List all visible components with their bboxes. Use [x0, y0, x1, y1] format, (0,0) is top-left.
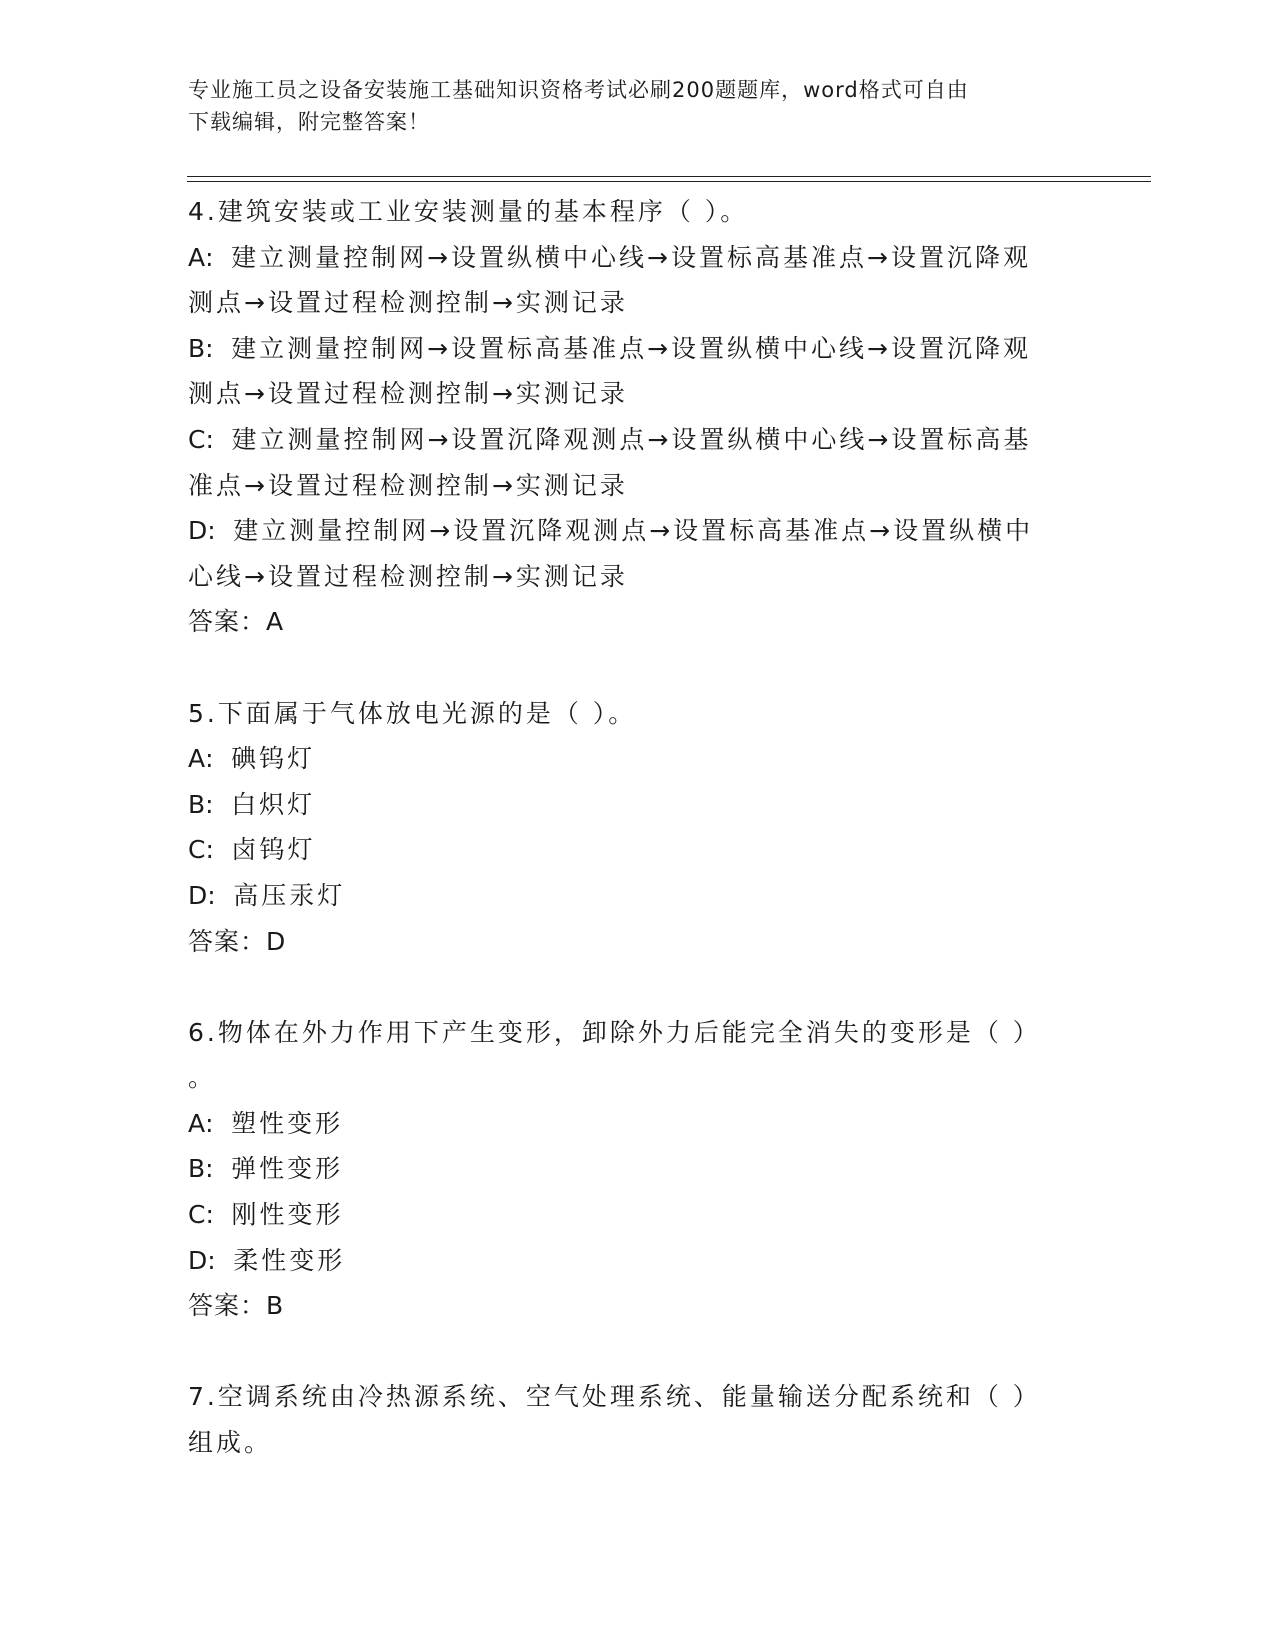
- question-6-stem-line-2: 。: [188, 1063, 217, 1093]
- answer-label: 答案：: [188, 1291, 267, 1321]
- question-7: [188, 1374, 1068, 1465]
- option-text: 建立测量控制网→设置沉降观测点→设置纵横中心线→设置标高基: [231, 424, 1032, 454]
- question-spacer: [188, 1329, 1068, 1375]
- question-4-stem: 4.建筑安装或工业安装测量的基本程序（ ）。: [188, 197, 749, 226]
- option-text: 碘钨灯: [231, 744, 316, 774]
- question-4-option-a: [188, 235, 1068, 326]
- question-4-option-d: [188, 508, 1068, 599]
- question-6-option-b: [188, 1146, 1068, 1192]
- question-5: [188, 691, 1068, 965]
- question-6-option-c: [188, 1192, 1068, 1238]
- question-7-stem-line-2: 组成。: [188, 1428, 273, 1458]
- question-spacer: [188, 964, 1068, 1010]
- header-title-line-1: 专业施工员之设备安装施工基础知识资格考试必刷200题题库，word格式可自由: [188, 78, 969, 102]
- question-5-answer: [188, 919, 1068, 965]
- question-7-stem-line-1: 7.空调系统由冷热源系统、空气处理系统、能量输送分配系统和（ ）: [188, 1382, 1041, 1412]
- question-6: [188, 1010, 1068, 1329]
- header-divider-bottom: [187, 181, 1151, 182]
- option-text-continued: 测点→设置过程检测控制→实测记录: [188, 379, 628, 409]
- question-5-option-b: [188, 782, 1068, 828]
- answer-label: 答案：: [188, 607, 267, 637]
- option-text: 建立测量控制网→设置标高基准点→设置纵横中心线→设置沉降观: [231, 333, 1032, 363]
- question-4-option-c: [188, 417, 1068, 508]
- option-separator: :: [205, 1108, 214, 1138]
- option-text-continued: 测点→设置过程检测控制→实测记录: [188, 288, 628, 318]
- option-separator: :: [205, 1200, 214, 1230]
- answer-value: A: [266, 607, 284, 637]
- option-letter: D: [188, 1245, 208, 1275]
- option-letter: B: [188, 333, 206, 363]
- option-separator: :: [207, 516, 216, 546]
- question-5-stem: 5.下面属于气体放电光源的是（ ）。: [188, 698, 637, 728]
- option-text-continued: 心线→设置过程检测控制→实测记录: [188, 561, 628, 591]
- option-letter: A: [188, 744, 206, 774]
- question-5-option-c: [188, 827, 1068, 873]
- option-letter: C: [188, 424, 206, 454]
- header-divider-top: [187, 176, 1151, 177]
- answer-value: D: [266, 926, 286, 956]
- option-text: 柔性变形: [233, 1245, 346, 1275]
- document-header: [188, 74, 1068, 138]
- option-text: 高压汞灯: [233, 880, 346, 910]
- option-separator: :: [205, 744, 214, 774]
- option-text: 刚性变形: [231, 1200, 344, 1230]
- question-6-stem-line-1: 6.物体在外力作用下产生变形，卸除外力后能完全消失的变形是（ ）: [188, 1017, 1041, 1047]
- option-letter: C: [188, 1200, 206, 1230]
- question-6-option-a: [188, 1101, 1068, 1147]
- question-5-option-a: [188, 736, 1068, 782]
- option-letter: B: [188, 1154, 206, 1184]
- question-4-option-b: [188, 326, 1068, 417]
- option-separator: :: [205, 424, 214, 454]
- question-4: [188, 189, 1068, 645]
- option-letter: B: [188, 789, 206, 819]
- question-7-stem: [188, 1374, 1068, 1465]
- question-5-option-d: [188, 873, 1068, 919]
- option-text: 建立测量控制网→设置纵横中心线→设置标高基准点→设置沉降观: [231, 242, 1031, 272]
- option-text: 卤钨灯: [231, 835, 316, 865]
- option-separator: :: [205, 333, 214, 363]
- option-letter: C: [188, 835, 206, 865]
- option-text: 建立测量控制网→设置沉降观测点→设置标高基准点→设置纵横中: [233, 516, 1034, 546]
- question-4-answer: [188, 599, 1068, 645]
- option-text: 弹性变形: [231, 1154, 344, 1184]
- option-separator: :: [207, 1245, 216, 1275]
- option-letter: D: [188, 880, 208, 910]
- option-separator: :: [205, 1154, 214, 1184]
- option-letter: D: [188, 516, 208, 546]
- option-letter: A: [188, 242, 206, 272]
- question-spacer: [188, 645, 1068, 691]
- option-separator: :: [205, 242, 214, 272]
- question-list: [188, 189, 1068, 1466]
- question-6-option-d: [188, 1238, 1068, 1284]
- option-letter: A: [188, 1108, 206, 1138]
- option-separator: :: [205, 789, 214, 819]
- option-separator: :: [205, 835, 214, 865]
- option-text: 白炽灯: [231, 789, 316, 819]
- option-text-continued: 准点→设置过程检测控制→实测记录: [188, 470, 628, 500]
- question-6-answer: [188, 1283, 1068, 1329]
- answer-label: 答案：: [188, 926, 267, 956]
- option-separator: :: [207, 880, 216, 910]
- option-text: 塑性变形: [231, 1108, 344, 1138]
- question-6-stem: [188, 1010, 1068, 1101]
- header-title-line-2: 下载编辑，附完整答案！: [188, 110, 430, 134]
- answer-value: B: [266, 1291, 284, 1321]
